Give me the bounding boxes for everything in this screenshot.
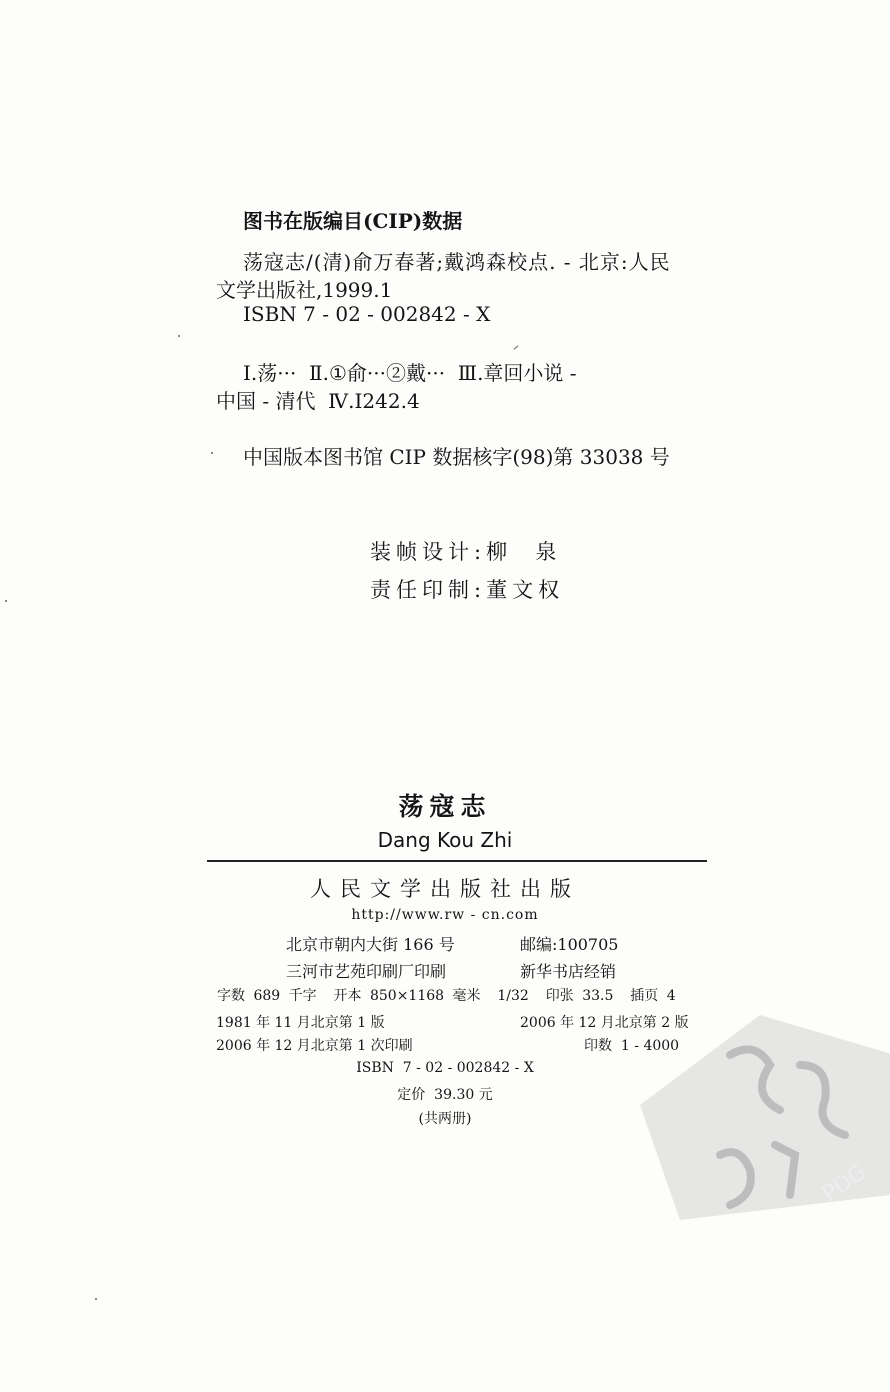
pdg-logo-text: PDG [818, 1159, 872, 1208]
printing-date: 2006 年 12 月北京第 1 次印刷 [216, 1038, 413, 1054]
divider-rule [207, 860, 707, 862]
pdg-watermark-stamp [610, 995, 890, 1225]
cip-heading: 图书在版编目(CIP)数据 [243, 209, 463, 233]
first-edition: 1981 年 11 月北京第 1 版 [216, 1015, 385, 1031]
volume-count: (共两册) [418, 1111, 472, 1127]
postcode: 邮编:100705 [520, 935, 619, 954]
scan-speck [513, 345, 518, 350]
scan-speck [95, 1298, 97, 1300]
cip-line-1: 荡寇志/(清)俞万春著;戴鸿森校点. - 北京:人民 [243, 250, 671, 274]
printer: 三河市艺苑印刷厂印刷 [286, 962, 447, 981]
print-run: 印数 1 - 4000 [584, 1038, 680, 1054]
cip-classification-2: 中国 - 清代 Ⅳ.I242.4 [216, 389, 420, 413]
second-edition: 2006 年 12 月北京第 2 版 [520, 1015, 689, 1031]
cip-isbn: ISBN 7 - 02 - 002842 - X [243, 302, 491, 326]
publisher-address: 北京市朝内大街 166 号 [286, 935, 455, 954]
scan-speck [211, 452, 213, 454]
scan-speck [5, 600, 7, 602]
publisher-url: http://www.rw - cn.com [351, 907, 539, 923]
book-specs: 字数 689 千字 开本 850×1168 毫米 1/32 印张 33.5 插页 4 [217, 988, 676, 1004]
colophon-isbn: ISBN 7 - 02 - 002842 - X [356, 1060, 534, 1076]
scan-speck [178, 335, 180, 337]
cip-classification-1: Ⅰ.荡··· Ⅱ.①俞···②戴··· Ⅲ.章回小说 - [243, 361, 577, 385]
cip-record-number: 中国版本图书馆 CIP 数据核字(98)第 33038 号 [243, 445, 670, 469]
book-title: 荡寇志 [398, 792, 492, 821]
distributor: 新华书店经销 [520, 962, 617, 981]
price: 定价 39.30 元 [397, 1087, 493, 1103]
book-title-pinyin: Dang Kou Zhi [377, 828, 513, 852]
cip-line-2: 文学出版社,1999.1 [216, 278, 393, 302]
print-manager-credit: 责任印制:董文权 [370, 578, 565, 602]
publisher-line: 人民文学出版社出版 [310, 877, 580, 901]
cover-design-credit: 装帧设计:柳 泉 [370, 540, 562, 564]
